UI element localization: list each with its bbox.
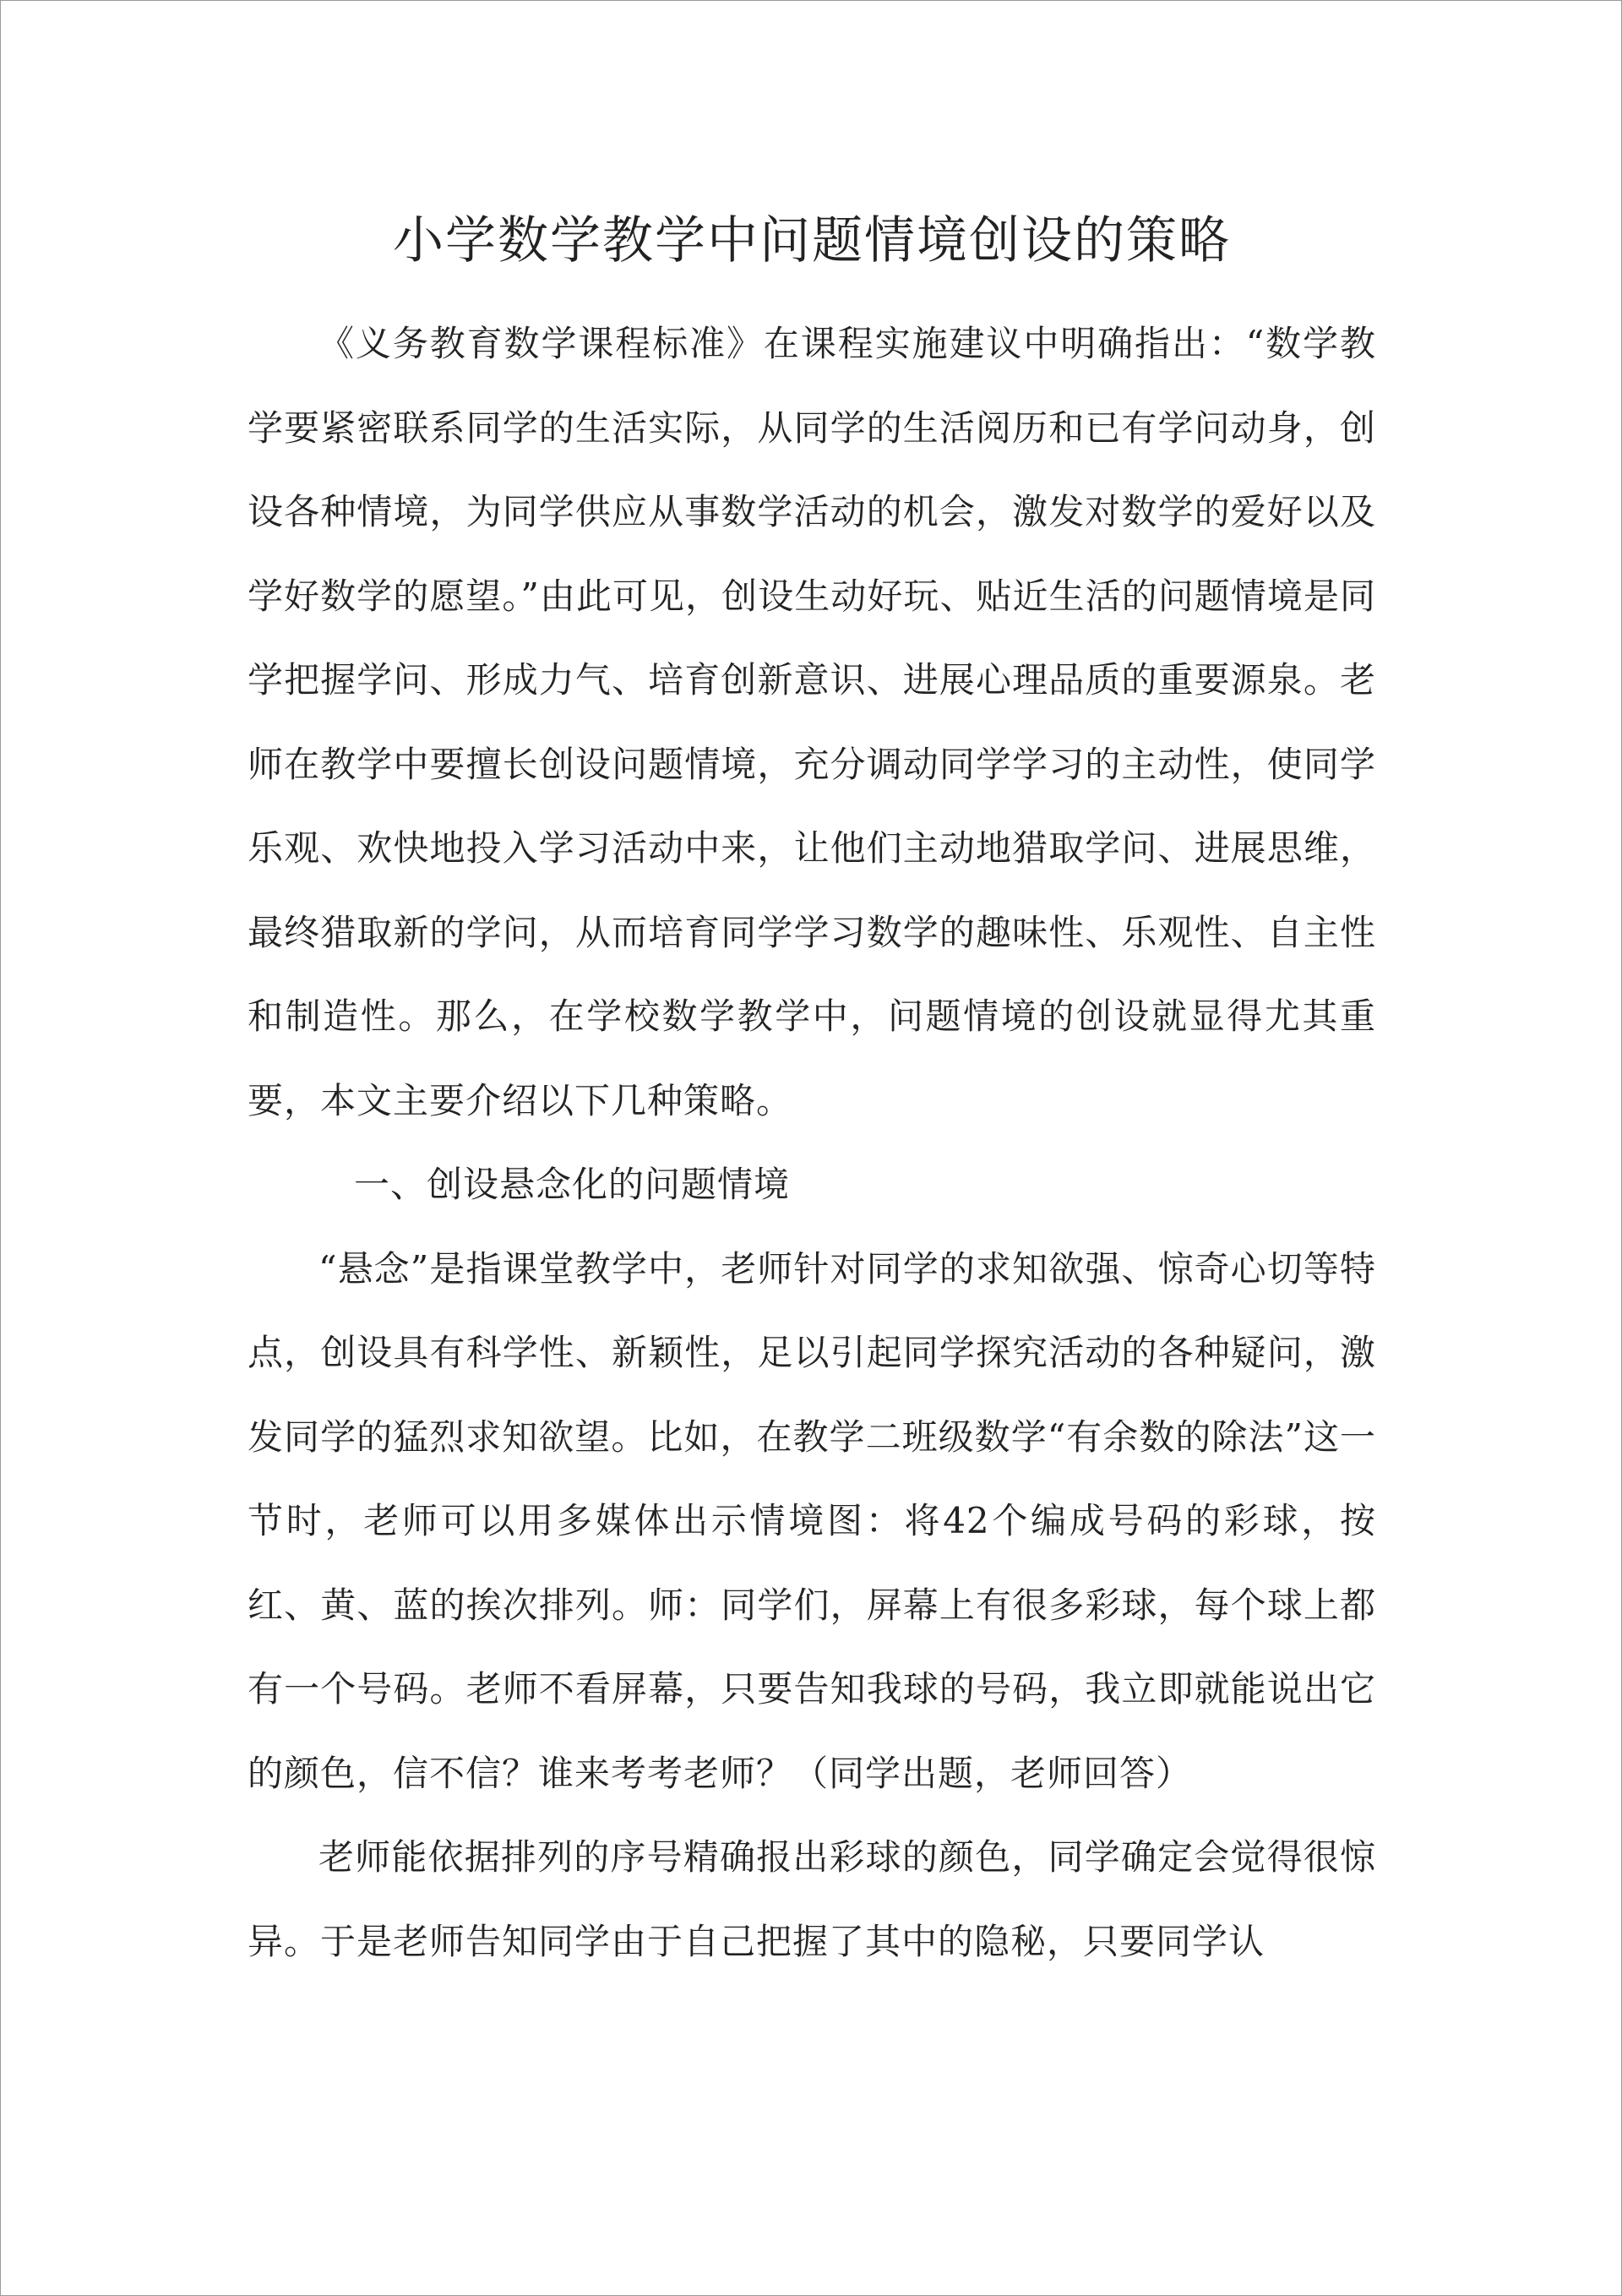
intro-paragraph: 《义务教育数学课程标准》在课程实施建议中明确指出：“数学教学要紧密联系同学的生活实际，从同学的生活阅历和已有学问动身，创设各种情境，为同学供应从事数学活动的机会，激发对数学的爱好以及学好数学的愿望。”由此可见，创设生动好玩、贴近生活的问题情境是同学把握学问、形成力气、培育创新意识、进展心理品质的重要源泉。老师在教学中要擅长创设问题情境，充分调动同学学习的主动性，使同学乐观、欢快地投入学习活动中来，让他们主动地猎取学问、进展思维，最终猎取新的学问，从而培育同学学习数学的趣味性、乐观性、自主性和制造性。那么，在学校数学教学中，问题情境的创设就显得尤其重要，本文主要介绍以下几种策略。: [248, 323, 1376, 1121]
section-paragraph-1: “悬念”是指课堂教学中，老师针对同学的求知欲强、惊奇心切等特点，创设具有科学性、新颖性，足以引起同学探究活动的各种疑问，激发同学的猛烈求知欲望。比如，在教学二班级数学“有余数的除法”这一节时，老师可以用多媒体出示情境图：将42个编成号码的彩球，按红、黄、蓝的挨次排列。师：同学们，屏幕上有很多彩球，每个球上都有一个号码。老师不看屏幕，只要告知我球的号码，我立即就能说出它的颜色，信不信？谁来考考老师？（同学出题，老师回答）: [248, 1247, 1376, 1794]
section-paragraph-2: 老师能依据排列的序号精确报出彩球的颜色，同学确定会觉得很惊异。于是老师告知同学由于自己把握了其中的隐秘，只要同学认: [248, 1836, 1376, 1962]
document-body: [248, 200, 1376, 1983]
section-heading: 一、创设悬念化的问题情境: [354, 1164, 791, 1205]
document-title: 小学数学教学中问题情境创设的策略: [393, 211, 1231, 270]
